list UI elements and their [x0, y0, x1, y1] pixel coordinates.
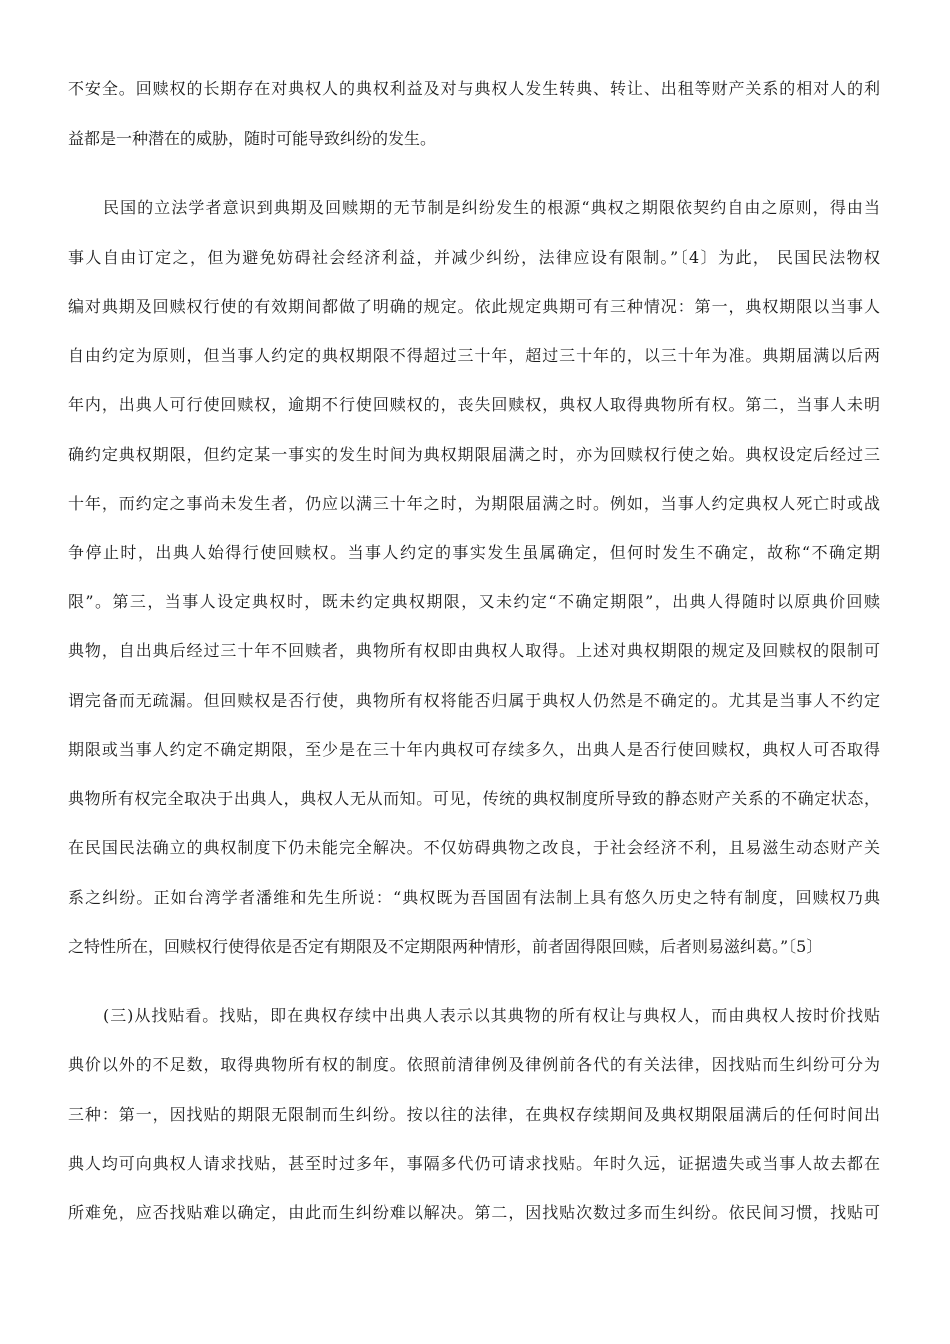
- paragraph-line: 限”。第三，当事人设定典权时，既未约定典权期限，又未约定“不确定期限”，出典人得随时以原典价回赎: [68, 592, 880, 611]
- paragraph-line: 事人自由订定之，但为避免妨碍社会经济利益，并减少纠纷，法律应设有限制。”〔4〕为此， 民国民法物权: [68, 248, 880, 267]
- paragraph-line: 自由约定为原则，但当事人约定的典权期限不得超过三十年，超过三十年的，以三十年为准。典期届满以后两: [68, 346, 880, 365]
- paragraph-line: 不安全。回赎权的长期存在对典权人的典权利益及对与典权人发生转典、转让、出租等财产关系的相对人的利: [68, 79, 880, 98]
- paragraph-line: 争停止时，出典人始得行使回赎权。当事人约定的事实发生虽属确定，但何时发生不确定，故称“不确定期: [68, 543, 880, 562]
- paragraph-line: 益都是一种潜在的威胁，随时可能导致纠纷的发生。: [68, 129, 437, 148]
- paragraph-line: 民国的立法学者意识到典期及回赎期的无节制是纠纷发生的根源“典权之期限依契约自由之原则，得由当: [103, 198, 880, 217]
- paragraph-line: 在民国民法确立的典权制度下仍未能完全解决。不仅妨碍典物之改良，于社会经济不利，且易滋生动态财产关: [68, 838, 880, 857]
- paragraph-line: 典人均可向典权人请求找贴，甚至时过多年，事隔多代仍可请求找贴。年时久远，证据遗失或当事人故去都在: [68, 1154, 880, 1173]
- paragraph-line: 谓完备而无疏漏。但回赎权是否行使，典物所有权将能否归属于典权人仍然是不确定的。尤其是当事人不约定: [68, 691, 880, 710]
- paragraph-line: 三种：第一，因找贴的期限无限制而生纠纷。按以往的法律，在典权存续期间及典权期限届满后的任何时间出: [68, 1105, 880, 1124]
- paragraph-line: 典物，自出典后经过三十年不回赎者，典物所有权即由典权人取得。上述对典权期限的规定及回赎权的限制可: [68, 641, 880, 660]
- paragraph-line: 典物所有权完全取决于出典人，典权人无从而知。可见，传统的典权制度所导致的静态财产关系的不确定状态，: [68, 789, 880, 808]
- paragraph-line: 期限或当事人约定不确定期限，至少是在三十年内典权可存续多久，出典人是否行使回赎权，典权人可否取得: [68, 740, 880, 759]
- paragraph-line: 编对典期及回赎权行使的有效期间都做了明确的规定。依此规定典期可有三种情况：第一，典权期限以当事人: [68, 297, 880, 316]
- paragraph-line: (三)从找贴看。找贴，即在典权存续中出典人表示以其典物的所有权让与典权人，而由典权人按时价找贴: [103, 1006, 880, 1025]
- paragraph-line: 所难免，应否找贴难以确定，由此而生纠纷难以解决。第二，因找贴次数过多而生纠纷。依民间习惯，找贴可: [68, 1203, 880, 1222]
- paragraph-line: 确约定典权期限，但约定某一事实的发生时间为典权期限届满之时，亦为回赎权行使之始。典权设定后经过三: [68, 445, 880, 464]
- paragraph-line: 十年，而约定之事尚未发生者，仍应以满三十年之时，为期限届满之时。例如，当事人约定典权人死亡时或战: [68, 494, 880, 513]
- paragraph-line: 年内，出典人可行使回赎权，逾期不行使回赎权的，丧失回赎权，典权人取得典物所有权。第二，当事人未明: [68, 395, 880, 414]
- paragraph-line: 之特性所在，回赎权行使得依是否定有期限及不定期限两种情形，前者固得限回赎，后者则易滋纠葛。”〔5〕: [68, 937, 823, 956]
- paragraph-line: 典价以外的不足数，取得典物所有权的制度。依照前清律例及律例前各代的有关法律，因找贴而生纠纷可分为: [68, 1055, 880, 1074]
- paragraph-line: 系之纠纷。正如台湾学者潘维和先生所说：“典权既为吾国固有法制上具有悠久历史之特有制度，回赎权乃典: [68, 888, 880, 907]
